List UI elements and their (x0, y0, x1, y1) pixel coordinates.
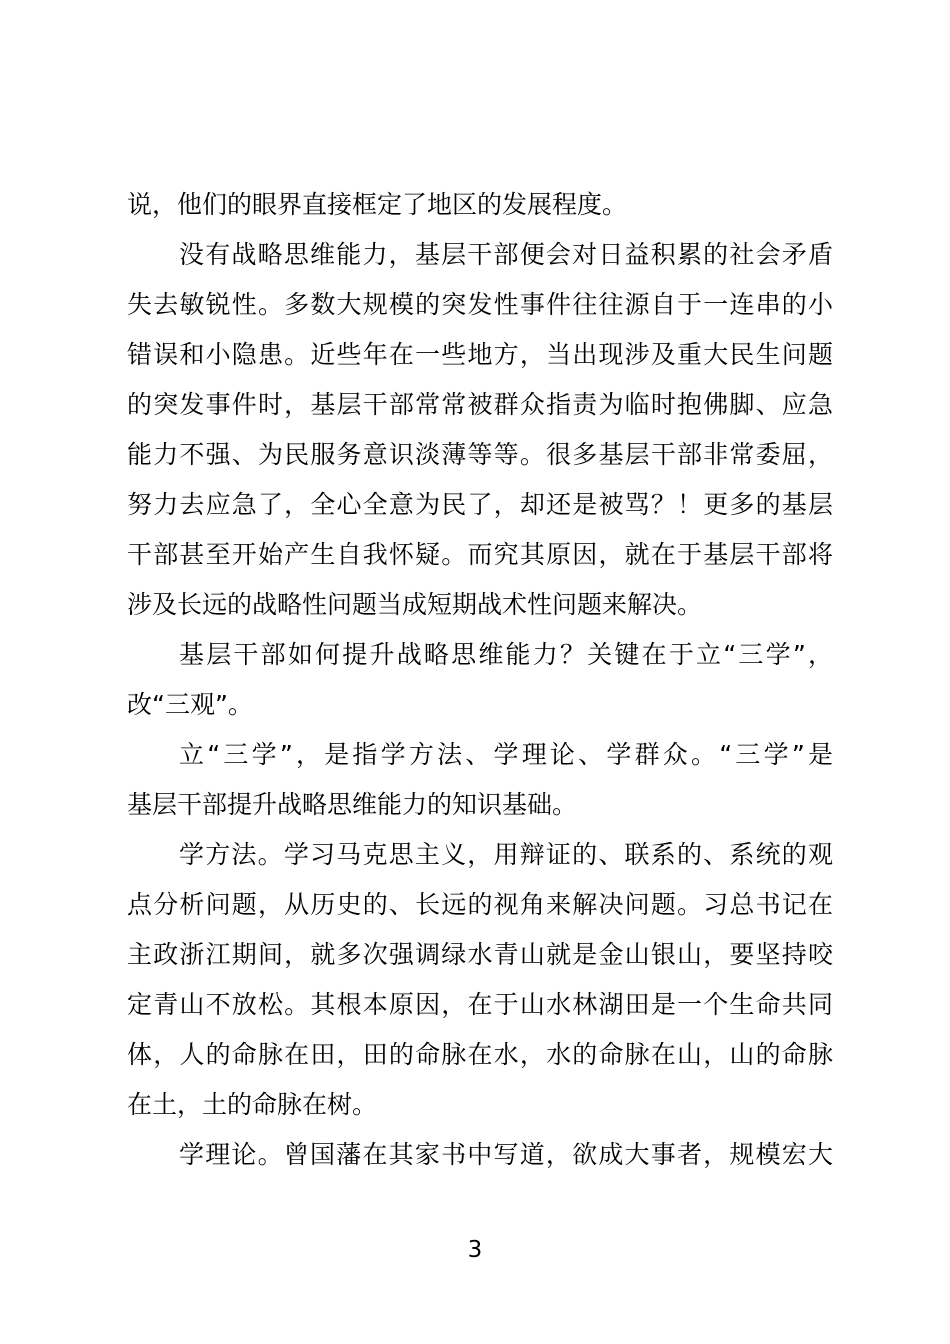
paragraph (127, 180, 833, 230)
paragraph (127, 630, 833, 730)
paragraph (127, 730, 833, 830)
text-line: 的突发事件时，基层干部常常被群众指责为临时抱佛脚、应急 (127, 390, 833, 419)
text-line: 立“三学”，是指学方法、学理论、学群众。“三学”是 (179, 740, 833, 769)
paragraph (127, 230, 833, 630)
text-line: 点分析问题，从历史的、长远的视角来解决问题。习总书记在 (127, 890, 833, 919)
text-line: 能力不强、为民服务意识淡薄等等。很多基层干部非常委屈， (127, 440, 833, 469)
text-line: 在土，土的命脉在树。 (127, 1090, 378, 1119)
text-line: 没有战略思维能力，基层干部便会对日益积累的社会矛盾 (179, 240, 833, 269)
page-number: 3 (467, 1237, 483, 1263)
text-line: 体，人的命脉在田，田的命脉在水，水的命脉在山，山的命脉 (127, 1040, 833, 1069)
text-line: 失去敏锐性。多数大规模的突发性事件往往源自于一连串的小 (127, 290, 833, 319)
text-line: 学方法。学习马克思主义，用辩证的、联系的、系统的观 (179, 840, 833, 869)
text-line: 说，他们的眼界直接框定了地区的发展程度。 (127, 190, 628, 219)
paragraph (127, 830, 833, 1130)
text-line: 改“三观”。 (127, 690, 253, 719)
text-line: 基层干部如何提升战略思维能力？关键在于立“三学”， (179, 640, 833, 669)
text-line: 错误和小隐患。近些年在一些地方，当出现涉及重大民生问题 (127, 340, 833, 369)
text-line: 基层干部提升战略思维能力的知识基础。 (127, 790, 578, 819)
text-line: 主政浙江期间，就多次强调绿水青山就是金山银山，要坚持咬 (127, 940, 833, 969)
text-line: 涉及长远的战略性问题当成短期战术性问题来解决。 (127, 590, 703, 619)
text-line: 干部甚至开始产生自我怀疑。而究其原因，就在于基层干部将 (127, 540, 833, 569)
body-text (127, 180, 833, 1180)
text-line: 努力去应急了，全心全意为民了，却还是被骂？！更多的基层 (127, 490, 833, 519)
text-line: 学理论。曾国藩在其家书中写道，欲成大事者，规模宏大 (179, 1140, 833, 1169)
text-line: 定青山不放松。其根本原因，在于山水林湖田是一个生命共同 (127, 990, 833, 1019)
paragraph (127, 1130, 833, 1180)
